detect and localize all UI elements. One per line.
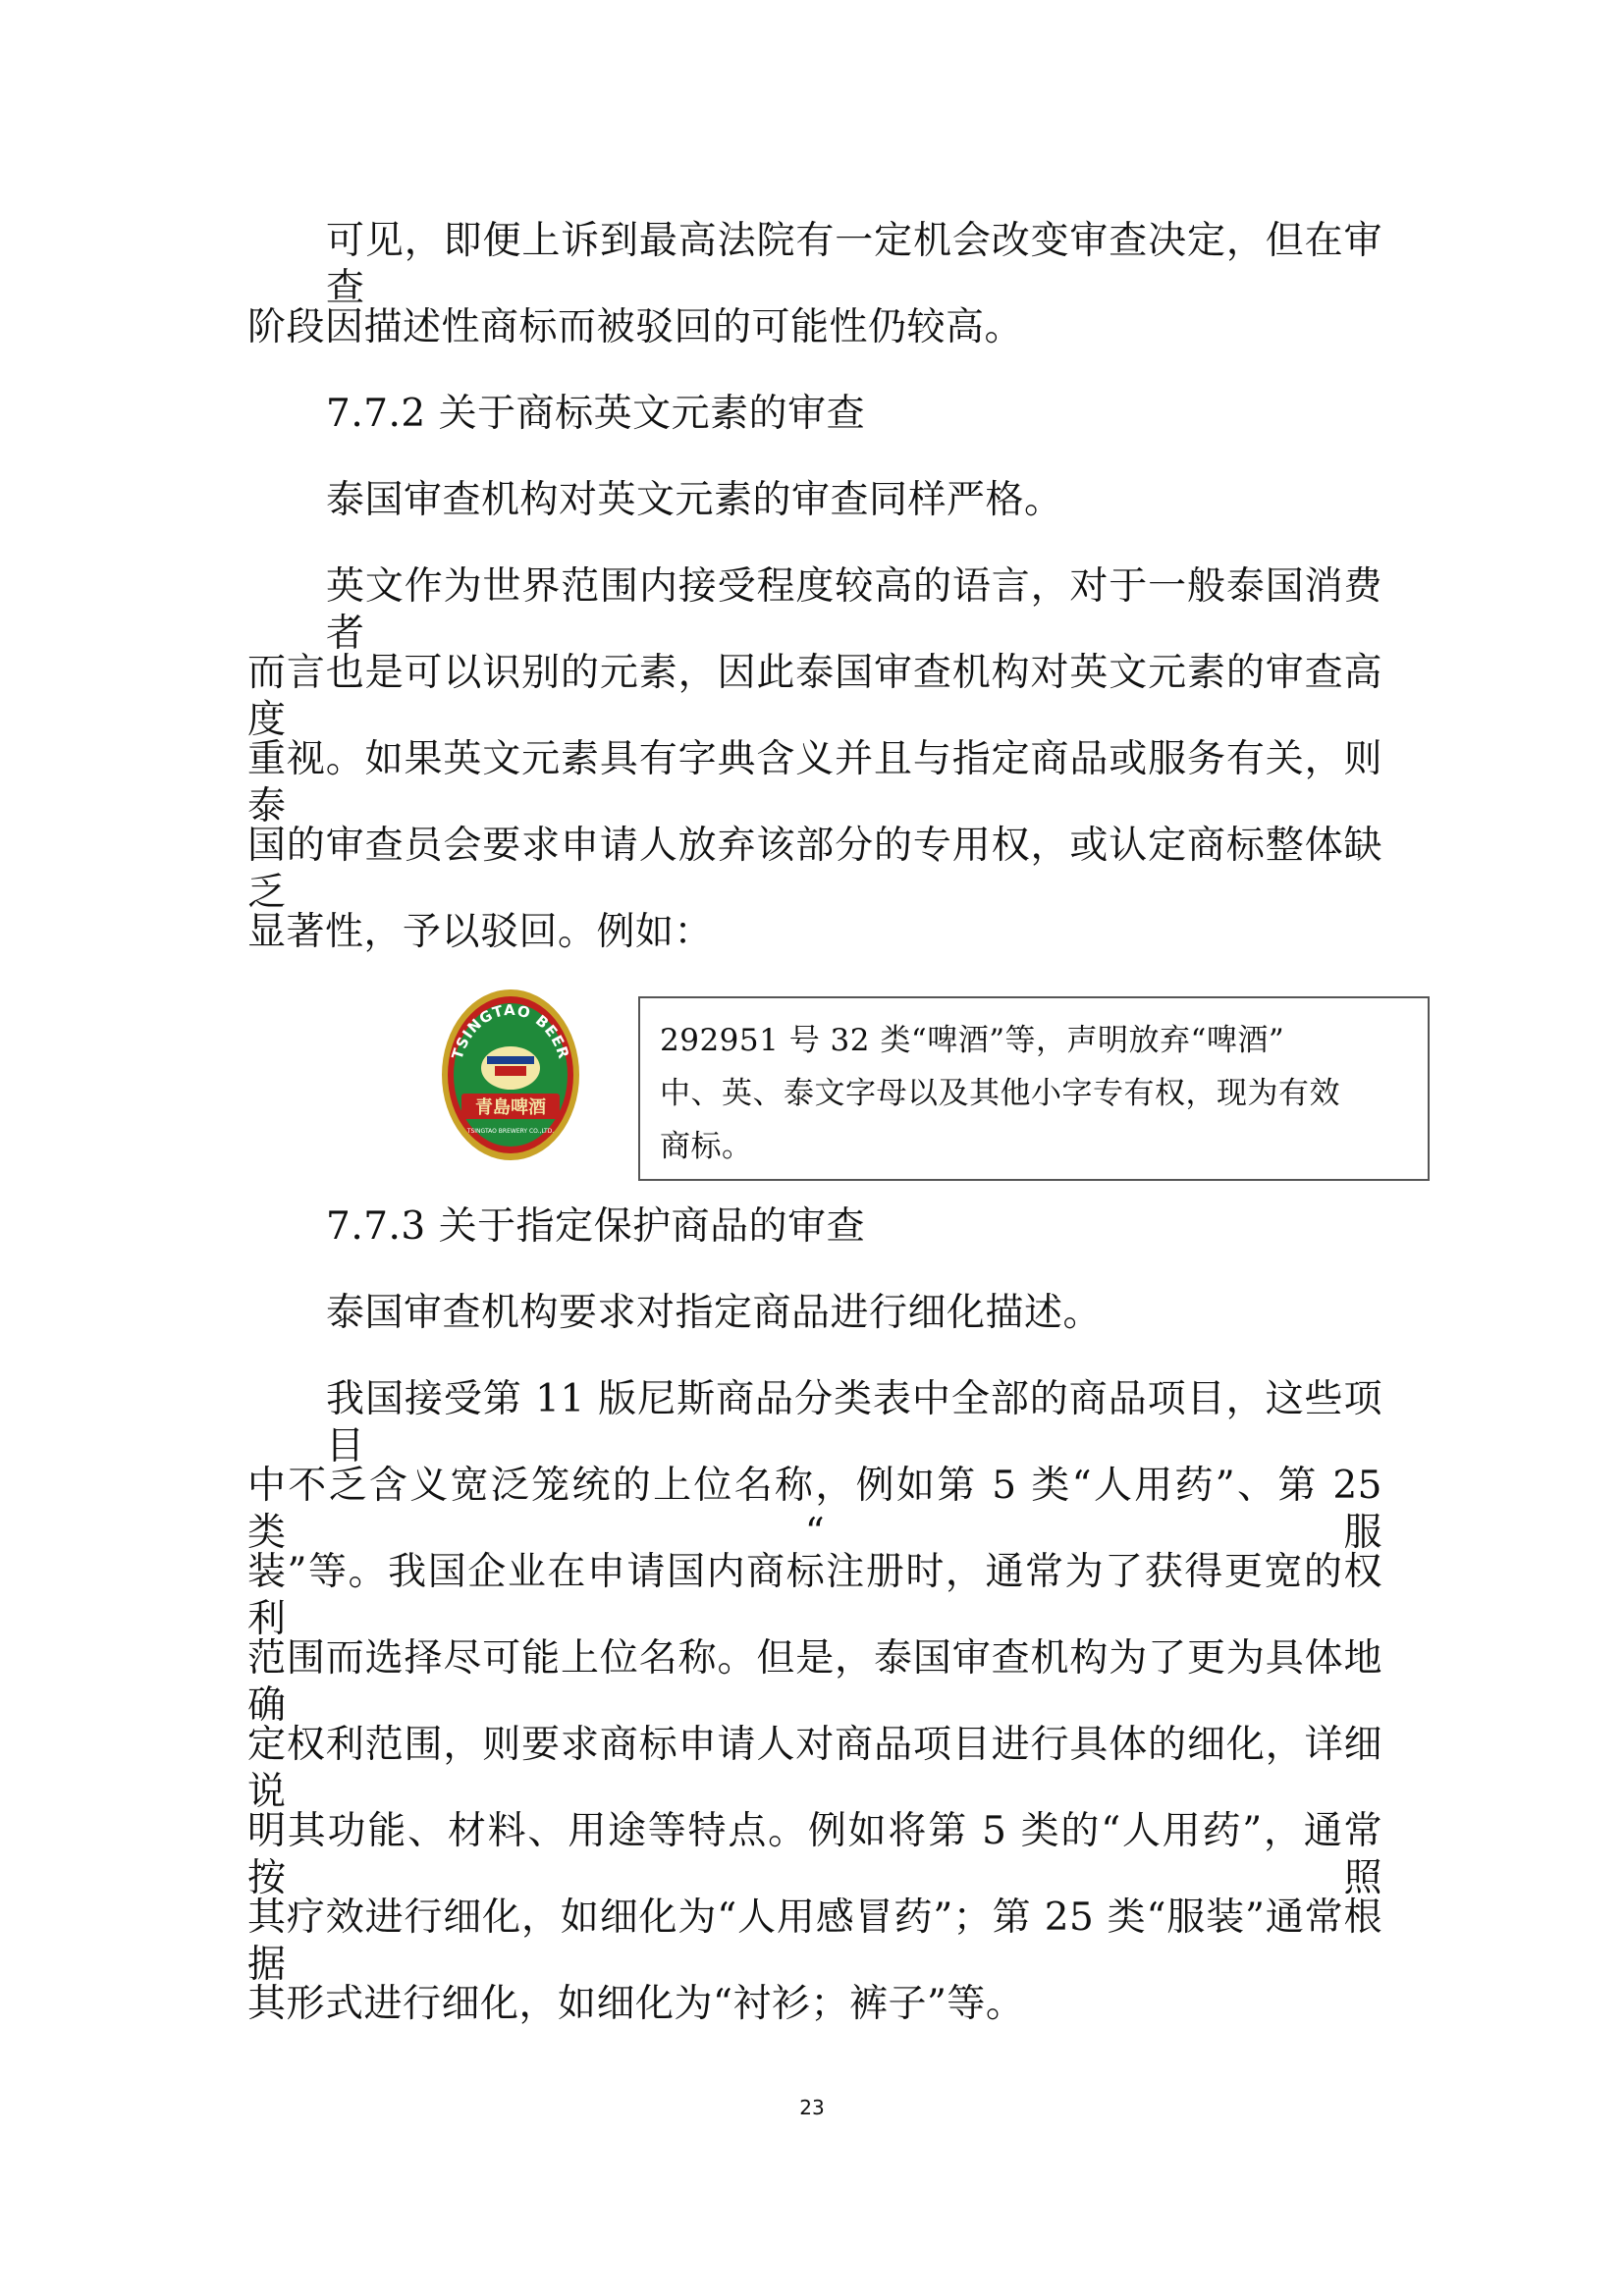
- paragraph-line-4: 英文作为世界范围内接受程度较高的语言，对于一般泰国消费者: [326, 564, 1382, 656]
- paragraph-line-1: 可见，即便上诉到最高法院有一定机会改变审查决定，但在审查: [326, 219, 1382, 310]
- paragraph-line-12: 装”等。我国企业在申请国内商标注册时，通常为了获得更宽的权利: [247, 1550, 1382, 1641]
- section-heading-7-7-2: 7.7.2 关于商标英文元素的审查: [326, 392, 866, 436]
- paragraph-line-7: 国的审查员会要求申请人放弃该部分的专用权，或认定商标整体缺乏: [247, 824, 1382, 915]
- paragraph-line-16: 其疗效进行细化，如细化为“人用感冒药”；第 25 类“服装”通常根据: [247, 1896, 1382, 1987]
- paragraph-line-5: 而言也是可以识别的元素，因此泰国审查机构对英文元素的审查高度: [247, 651, 1382, 742]
- paragraph-line-6: 重视。如果英文元素具有字典含义并且与指定商品或服务有关，则泰: [247, 737, 1382, 828]
- paragraph-line-14: 定权利范围，则要求商标申请人对商品项目进行具体的细化，详细说: [247, 1723, 1382, 1814]
- section-heading-7-7-3: 7.7.3 关于指定保护商品的审查: [326, 1204, 866, 1249]
- caption-line-2: 中、英、泰文字母以及其他小字专有权，现为有效: [660, 1076, 1340, 1111]
- logo-bottom-text: TSINGTAO BREWERY CO.,LTD.: [466, 1128, 555, 1135]
- paragraph-line-8: 显著性，予以驳回。例如：: [247, 910, 714, 954]
- trademark-caption-box: [638, 996, 1430, 1181]
- logo-arc-text: TSINGTAO BEER: [448, 1000, 573, 1062]
- paragraph-line-17: 其形式进行细化，如细化为“衬衫；裤子”等。: [247, 1982, 1025, 2026]
- logo-emblem-pavilion: [495, 1066, 526, 1076]
- paragraph-line-9: 泰国审查机构要求对指定商品进行细化描述。: [326, 1291, 1103, 1335]
- logo-emblem-band: [487, 1056, 534, 1064]
- paragraph-line-15: 明其功能、材料、用途等特点。例如将第 5 类的“人用药”，通常按照: [247, 1809, 1382, 1900]
- page-number: 23: [799, 2096, 825, 2119]
- logo-center-text: 青島啤酒: [475, 1097, 546, 1118]
- paragraph-line-11: 中不乏含义宽泛笼统的上位名称，例如第 5 类“人用药”、第 25 类“服: [247, 1464, 1382, 1555]
- caption-line-3: 商标。: [660, 1129, 753, 1164]
- paragraph-line-10: 我国接受第 11 版尼斯商品分类表中全部的商品项目，这些项目: [326, 1377, 1382, 1468]
- paragraph-line-2: 阶段因描述性商标而被驳回的可能性仍较高。: [247, 305, 1024, 349]
- paragraph-line-3: 泰国审查机构对英文元素的审查同样严格。: [326, 478, 1063, 522]
- paragraph-line-13: 范围而选择尽可能上位名称。但是，泰国审查机构为了更为具体地确: [247, 1636, 1382, 1728]
- caption-line-1: 292951 号 32 类“啤酒”等，声明放弃“啤酒”: [660, 1023, 1285, 1058]
- tsingtao-beer-logo: [440, 988, 581, 1162]
